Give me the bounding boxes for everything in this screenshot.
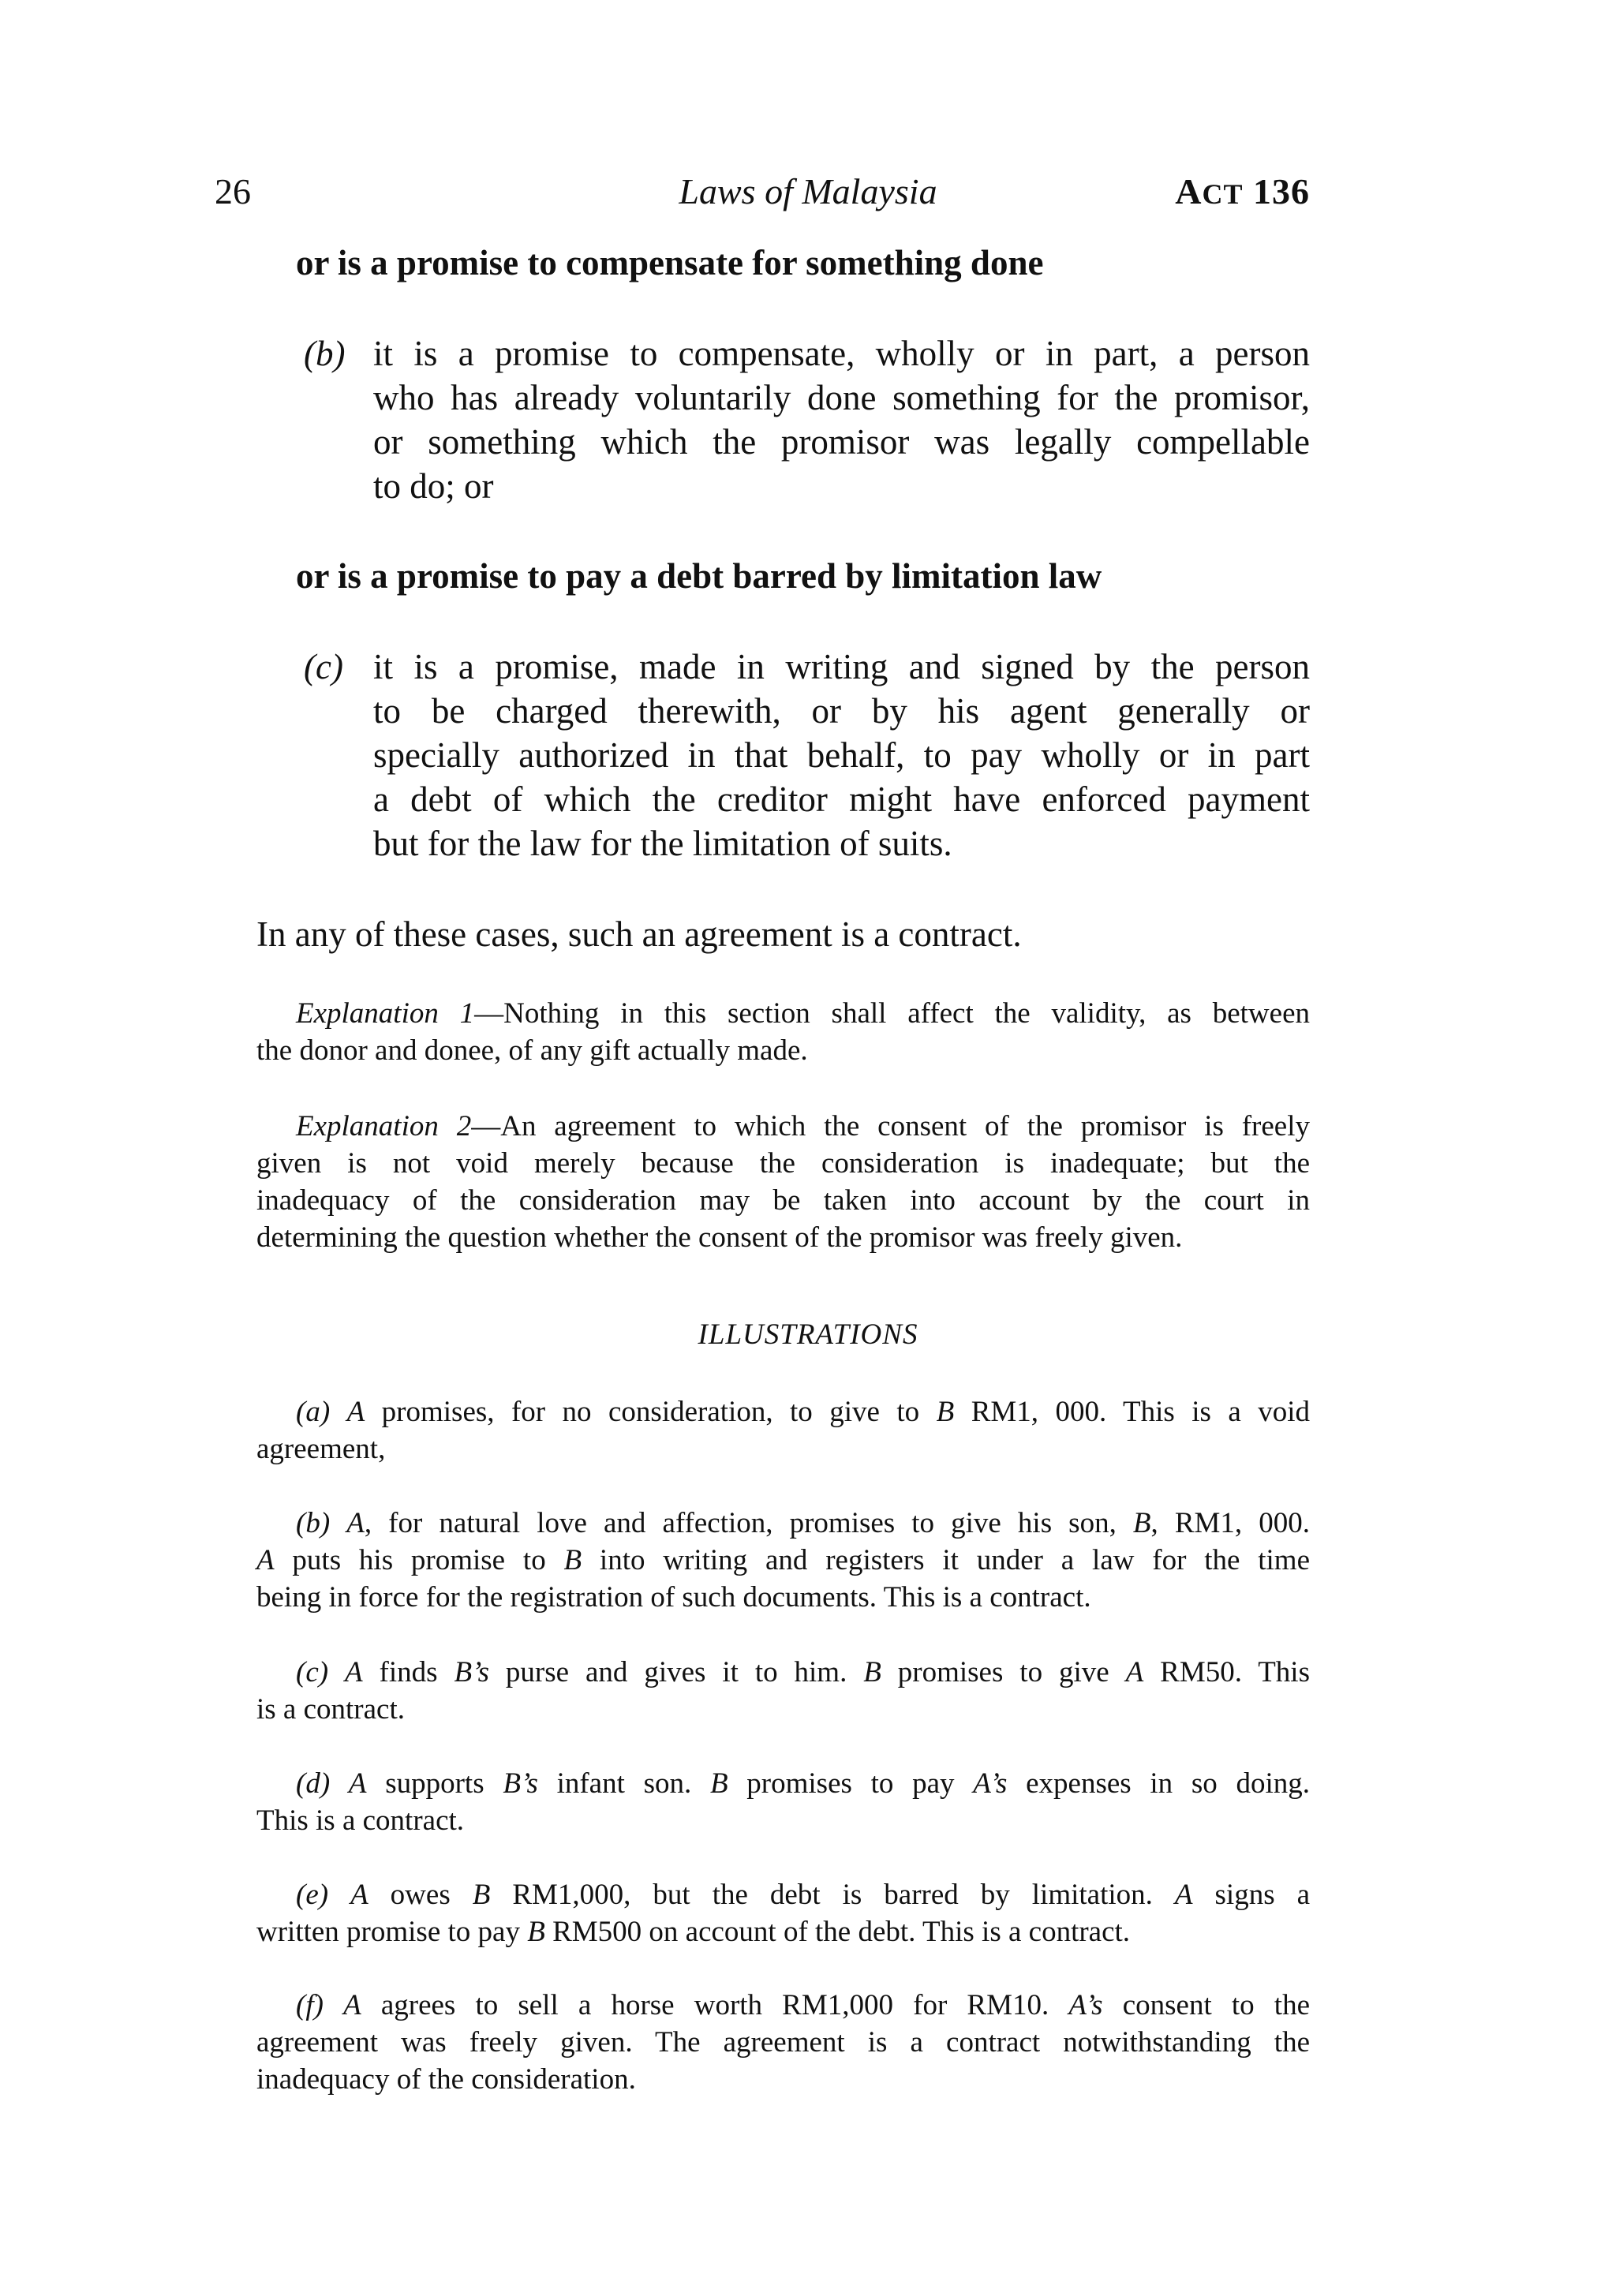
page-number: 26 [215,171,251,211]
illustration-f-line: inadequacy of the consideration. [256,2063,636,2096]
illustration-b-line: A puts his promise to B into writing and registers it under a law for the time [256,1544,1311,1576]
running-title: Laws of Malaysia [679,171,937,211]
act-reference: ACT 136 [1175,171,1310,211]
para-c-line: specially authorized in that behalf, to pay wholly or in part [373,735,1310,775]
para-b-line: it is a promise to compensate, wholly or in part, a person [373,334,1310,373]
explanation-1-label: Explanation 1 [296,997,475,1030]
illustration-c-line: (c) A finds B’s purse and gives it to him. B promises to give A RM50. This [296,1656,1310,1688]
illustration-b-line: being in force for the registration of such documents. This is a contract. [256,1581,1091,1614]
illustration-e-line: written promise to pay B RM500 on account of the debt. This is a contract. [256,1916,1131,1948]
para-b-line: to do; or [373,466,494,506]
para-c-line: it is a promise, made in writing and signed by the person [373,647,1310,686]
para-c-label: (c) [304,647,343,686]
illustration-c-line: is a contract. [256,1693,405,1726]
illustration-f-line: agreement was freely given. The agreement is a contract notwithstanding the [256,2026,1310,2059]
para-c-line: a debt of which the creditor might have enforced payment [373,780,1310,819]
illustration-a-line: (a) A promises, for no consideration, to give to B RM1, 000. This is a void [296,1396,1311,1428]
para-b-line: or something which the promisor was legally compellable [373,422,1310,462]
illustration-d-line: (d) A supports B’s infant son. B promises to pay A’s expenses in so doing. [296,1767,1311,1800]
heading-compensate: or is a promise to compensate for something done [296,243,1044,282]
explanation-1-line: Explanation 1—Nothing in this section shall affect the validity, as between [296,997,1310,1030]
para-b-label: (b) [304,334,346,373]
explanation-1-line: the donor and donee, of any gift actually made. [256,1034,808,1067]
conclusion-text: In any of these cases, such an agreement is a contract. [256,914,1022,954]
illustrations-heading: ILLUSTRATIONS [698,1318,918,1351]
illustration-f-line: (f) A agrees to sell a horse worth RM1,000 for RM10. A’s consent to the [296,1989,1310,2021]
illustration-a-line: agreement, [256,1433,386,1465]
illustration-d-line: This is a contract. [256,1804,465,1837]
illustration-b-line: (b) A, for natural love and affection, promises to give his son, B, RM1, 000. [296,1507,1310,1539]
heading-limitation: or is a promise to pay a debt barred by limitation law [296,556,1102,596]
explanation-2-line: given is not void merely because the consideration is inadequate; but the [256,1147,1310,1180]
para-c-line: but for the law for the limitation of suits. [373,824,952,863]
explanation-2-line: determining the question whether the consent of the promisor was freely given. [256,1221,1183,1254]
illustration-e-line: (e) A owes B RM1,000, but the debt is barred by limitation. A signs a [296,1879,1311,1911]
explanation-2-label: Explanation 2 [296,1110,472,1142]
explanation-2-line: inadequacy of the consideration may be taken into account by the court in [256,1184,1310,1217]
para-c-line: to be charged therewith, or by his agent generally or [373,691,1310,731]
para-b-line: who has already voluntarily done something for the promisor, [373,378,1310,417]
explanation-2-line: Explanation 2—An agreement to which the consent of the promisor is freely [296,1110,1310,1142]
